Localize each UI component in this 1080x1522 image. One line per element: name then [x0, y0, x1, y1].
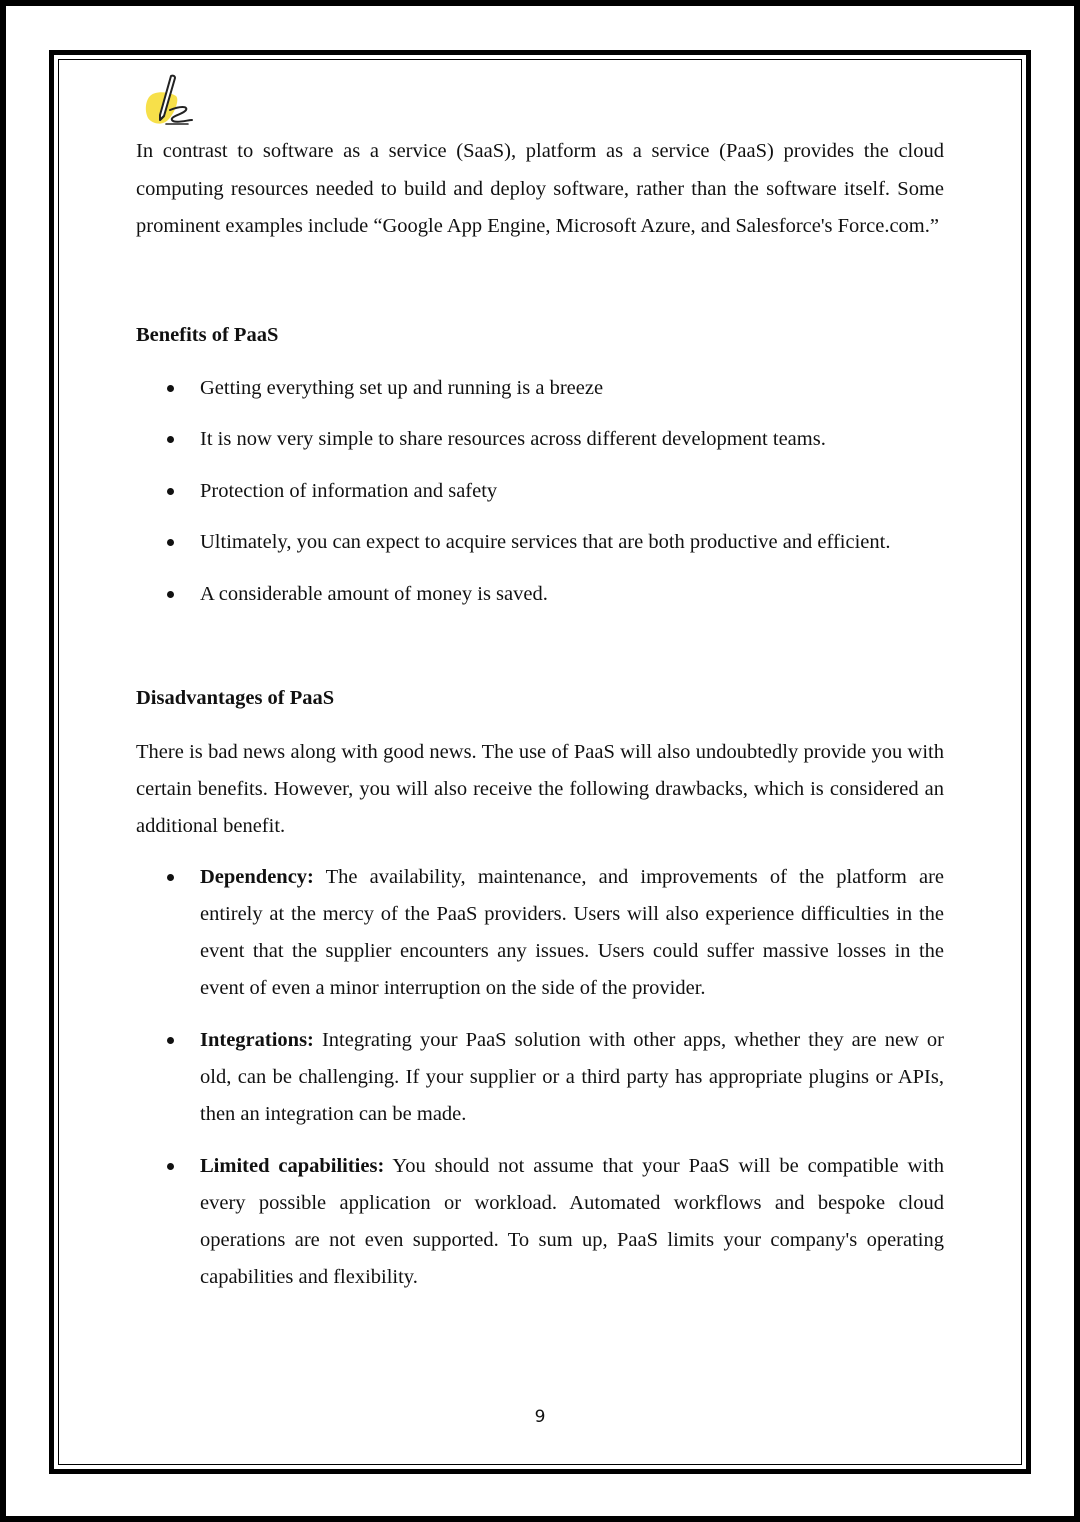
benefits-list	[136, 374, 944, 608]
list-item-text: Integrating your PaaS solution with other apps, whether they are new or old, can be challenging. If your supplier or a third party has appropriate plugins or APIs, then an integration can be made.	[200, 1028, 944, 1126]
bullet-icon	[167, 385, 174, 392]
page-number: 9	[534, 1407, 546, 1427]
disadvantages-heading: Disadvantages of PaaS	[136, 686, 335, 709]
list-item-text: Ultimately, you can expect to acquire services that are both productive and efficient.	[200, 531, 891, 553]
list-item	[136, 1022, 944, 1134]
list-item-text: The availability, maintenance, and improvements of the platform are entirely at the mercy of the PaaS providers. Users will also experience difficulties in the event that the supplier encounters any issues. Users could suffer massive losses in the event of even a minor interruption on the side of the provider.	[200, 865, 944, 1000]
list-item-text: Getting everything set up and running is a breeze	[200, 376, 604, 399]
list-item-term: Integrations:	[200, 1028, 314, 1051]
list-item-text: A considerable amount of money is saved.	[200, 582, 548, 605]
list-item-text: Protection of information and safety	[200, 479, 498, 502]
list-item	[136, 528, 944, 556]
list-item-text: It is now very simple to share resources across different development teams.	[200, 428, 826, 450]
bullet-icon	[167, 591, 174, 598]
list-item	[136, 1148, 944, 1297]
list-item	[136, 477, 944, 505]
list-item	[136, 374, 944, 402]
disadvantages-paragraph: There is bad news along with good news. The use of PaaS will also undoubtedly provide you with certain benefits. However, you will also receive the following drawbacks, which is considered an additional benefit.	[136, 740, 944, 837]
list-item-term: Limited capabilities:	[200, 1154, 385, 1177]
list-item-term: Dependency:	[200, 865, 314, 888]
bullet-icon	[167, 488, 174, 495]
list-item	[136, 580, 944, 608]
pen-note-icon	[140, 70, 204, 134]
benefits-heading: Benefits of PaaS	[136, 323, 279, 346]
list-item	[136, 859, 944, 1008]
list-item	[136, 425, 944, 453]
page-content	[136, 70, 944, 1311]
bullet-icon	[167, 539, 174, 546]
disadvantages-list	[136, 859, 944, 1297]
bullet-icon	[167, 436, 174, 443]
bullet-icon	[167, 1163, 174, 1170]
bullet-icon	[167, 874, 174, 881]
list-item-text: You should not assume that your PaaS will be compatible with every possible application or workload. Automated workflows and bespoke cloud operations are not even supported. To sum up, PaaS limits your company's operating capabilities and flexibility.	[200, 1154, 944, 1289]
bullet-icon	[167, 1037, 174, 1044]
intro-paragraph: In contrast to software as a service (SaaS), platform as a service (PaaS) provides the cloud computing resources needed to build and deploy software, rather than the software itself. Some prominent examples include “Google App Engine, Microsoft Azure, and Salesforce's Force.com.”	[136, 140, 944, 237]
